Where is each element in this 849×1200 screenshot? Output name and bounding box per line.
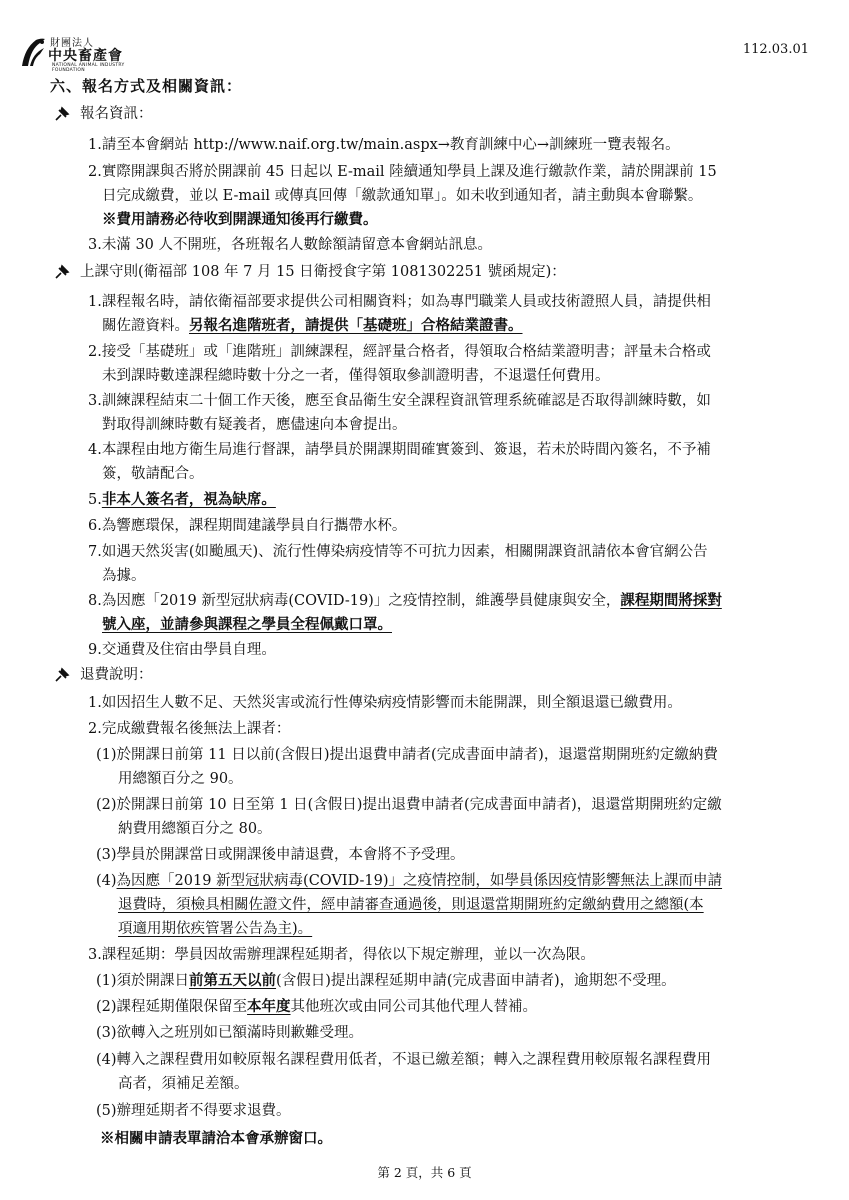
rule-3-line-2: 對取得訓練時數有疑義者，應儘速向本會提出。 <box>102 417 407 433</box>
org-english-name: NATIONAL ANIMAL INDUSTRY FOUNDATION <box>52 63 125 73</box>
rule-1-emphasis: 另報名進階班者，請提供「基礎班」合格結業證書。 <box>189 317 523 334</box>
rule-1-text: 關佐證資料。 <box>102 318 189 334</box>
rule-1-line-1: 1.課程報名時，請依衛福部要求提供公司相關資料；如為專門職業人員或技術證照人員，請提供相 <box>88 294 711 310</box>
rule-6: 6.為響應環保，課程期間建議學員自行攜帶水杯。 <box>88 518 407 534</box>
rule-8-emphasis-2: 號入座，並請參與課程之學員全程佩戴口罩。 <box>102 616 392 633</box>
rule-5-number: 5. <box>88 492 102 508</box>
rule-8-line-1 <box>88 591 722 611</box>
payment-note: ※費用請務必待收到開課通知後再行繳費。 <box>102 211 378 228</box>
rules-heading: 上課守則(衛福部 108 年 7 月 15 日衛授食字第 1081302251 號函規定)： <box>80 264 566 280</box>
rule-4-line-1: 4.本課程由地方衛生局進行督課，請學員於開課期間確實簽到、簽退，若未於時間內簽名，不予補 <box>88 442 711 458</box>
refund-item-3-3: (3)欲轉入之班別如已額滿時則歉難受理。 <box>96 1025 364 1041</box>
rule-2-line-2: 未到課時數達課程總時數十分之一者，僅得領取參訓證明書，不退還任何費用。 <box>102 368 610 384</box>
refund-item-2-4-text-1: 為因應「2019 新型冠狀病毒(COVID-19)」之疫情控制，如學員係因疫情影響無法上課而申請 <box>116 873 723 889</box>
rule-1-line-2 <box>102 316 523 336</box>
rule-2-line-1: 2.接受「基礎班」或「進階班」訓練課程，經評量合格者，得領取合格結業證明書；評量未合格或 <box>88 344 711 360</box>
rule-5 <box>88 490 276 510</box>
pushpin-icon <box>54 264 70 280</box>
section-title: 六、報名方式及相關資訊： <box>50 77 243 95</box>
registration-item-2-line-1: 2.實際開課與否將於開課前 45 日起以 E-mail 陸續通知學員上課及進行繳款作業，請於開課前 15 <box>88 164 717 180</box>
refund-item-2-4-number: (4) <box>96 873 117 889</box>
refund-item-2: 2.完成繳費報名後無法上課者： <box>88 721 291 737</box>
refund-item-3-2-emphasis: 本年度 <box>247 998 291 1015</box>
refund-item-3-4-line-2: 高者，須補足差額。 <box>118 1076 249 1092</box>
document-date: 112.03.01 <box>742 42 809 57</box>
refund-item-2-3: (3)學員於開課當日或開課後申請退費，本會將不予受理。 <box>96 847 465 863</box>
refund-item-3: 3.課程延期：學員因故需辦理課程延期者，得依以下規定辦理，並以一次為限。 <box>88 947 595 963</box>
refund-item-1: 1.如因招生人數不足、天然災害或流行性傳染病疫情影響而未能開課，則全額退還已繳費用。 <box>88 695 682 711</box>
registration-heading: 報名資訊： <box>80 106 153 122</box>
rule-7-line-1: 7.如遇天然災害(如颱風天)、流行性傳染病疫情等不可抗力因素，相關開課資訊請依本會官網公告 <box>88 544 708 560</box>
rule-4-line-2: 簽，敬請配合。 <box>102 466 204 482</box>
refund-item-3-1 <box>96 971 676 991</box>
refund-item-2-1-line-2: 用總額百分之 90。 <box>118 771 243 787</box>
org-logo <box>18 34 138 73</box>
refund-item-2-2-line-2: 納費用總額百分之 80。 <box>118 821 272 837</box>
refund-item-3-5: (5)辦理延期者不得要求退費。 <box>96 1103 291 1119</box>
rule-3-line-1: 3.訓練課程結束二十個工作天後，應至食品衛生安全課程資訊管理系統確認是否取得訓練時數，如 <box>88 393 711 409</box>
refund-item-2-4-line-3: 項適用期依疾管署公告為主)。 <box>118 921 313 937</box>
pushpin-icon <box>54 106 70 122</box>
registration-item-3: 3.未滿 30 人不開班，各班報名人數餘額請留意本會網站訊息。 <box>88 237 493 253</box>
refund-item-2-4-line-2: 退費時，須檢具相關佐證文件，經申請審查通過後，則退還當期開班約定繳納費用之總額(本 <box>118 897 704 913</box>
rule-9: 9.交通費及住宿由學員自理。 <box>88 642 276 658</box>
org-small-label: 財團法人 <box>50 38 94 49</box>
refund-item-3-2-text-a: (2)課程延期僅限保留至 <box>96 999 248 1015</box>
registration-item-2-line-2: 日完成繳費，並以 E-mail 或傳真回傳「繳款通知單」。如未收到通知者，請主動與本會聯繫。 <box>102 188 703 204</box>
refund-item-2-2-line-1: (2)於開課日前第 10 日至第 1 日(含假日)提出退費申請者(完成書面申請者)，退還當期開班約定繳 <box>96 797 722 813</box>
refund-item-3-2-text-b: 其他班次或由同公司其他代理人替補。 <box>290 999 538 1015</box>
refund-heading: 退費說明： <box>80 667 153 683</box>
naif-logo-icon <box>18 36 48 68</box>
pushpin-icon <box>54 667 70 683</box>
page-number: 第 2 頁，共 6 頁 <box>377 1165 472 1180</box>
rule-7-line-2: 為據。 <box>102 568 146 584</box>
refund-note: ※相關申請表單請洽本會承辦窗口。 <box>100 1130 332 1147</box>
refund-item-3-1-text-a: (1)須於開課日 <box>96 973 190 989</box>
refund-item-3-1-emphasis: 前第五天以前 <box>189 972 277 989</box>
org-name: 中央畜產會 <box>48 48 123 64</box>
refund-item-3-2 <box>96 997 537 1017</box>
refund-item-2-1-line-1: (1)於開課日前第 11 日以前(含假日)提出退費申請者(完成書面申請者)，退還當期開班約定繳納費 <box>96 747 718 763</box>
rule-8-text: 8.為因應「2019 新型冠狀病毒(COVID-19)」之疫情控制，維護學員健康與安全， <box>88 593 621 609</box>
refund-item-3-4-line-1: (4)轉入之課程費用如較原報名課程費用低者，不退已繳差額；轉入之課程費用較原報名課程費用 <box>96 1052 712 1068</box>
refund-item-2-4-line-1 <box>96 871 722 891</box>
rule-8-emphasis-1: 課程期間將採對 <box>620 592 722 609</box>
refund-item-3-1-text-b: (含假日)提出課程延期申請(完成書面申請者)，逾期恕不受理。 <box>276 973 676 989</box>
rule-5-emphasis: 非本人簽名者，視為缺席。 <box>101 491 276 508</box>
registration-item-1: 1.請至本會網站 http://www.naif.org.tw/main.aspx→教育訓練中心→訓練班一覽表報名。 <box>88 137 680 153</box>
